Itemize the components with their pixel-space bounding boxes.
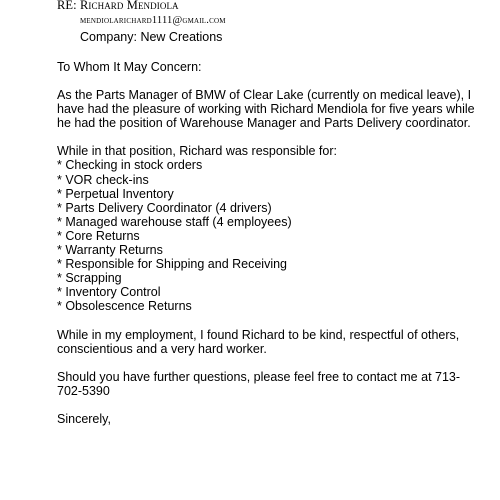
salutation: To Whom It May Concern: — [57, 60, 202, 74]
list-item: * Checking in stock orders — [57, 158, 203, 173]
list-item: * Scrapping — [57, 271, 122, 286]
paragraph-character: While in my employment, I found Richard to be kind, respectful of others, conscientious and a very hard worker. — [57, 327, 460, 356]
list-item: * Obsolescence Returns — [57, 299, 192, 314]
email-address: mendiolarichard1111@gmail.com — [80, 15, 226, 26]
list-item: * VOR check-ins — [57, 172, 149, 187]
list-item: * Core Returns — [57, 228, 140, 243]
letter-body — [57, 60, 477, 426]
paragraph-contact: Should you have further questions, please feel free to contact me at 713-702-5390 — [57, 369, 461, 398]
list-item: * Inventory Control — [57, 285, 161, 300]
list-item: * Responsible for Shipping and Receiving — [57, 257, 288, 272]
list-item: * Managed warehouse staff (4 employees) — [57, 214, 292, 229]
list-item: * Perpetual Inventory — [57, 186, 174, 201]
paragraph-intro: As the Parts Manager of BMW of Clear Lake (currently on medical leave), I have had the pleasure of working with Richard Mendiola for five years while he had the position of Warehouse Manager and Parts Delivery coordinator. — [57, 88, 475, 131]
responsibilities-list — [57, 158, 477, 313]
subject-line: RE: Richard Mendiola — [57, 0, 179, 12]
list-item: * Parts Delivery Coordinator (4 drivers) — [57, 200, 272, 215]
company-line: Company: New Creations — [80, 30, 223, 44]
responsibilities-heading: While in that position, Richard was responsible for: — [57, 144, 337, 159]
list-item: * Warranty Returns — [57, 243, 163, 258]
closing: Sincerely, — [57, 411, 111, 426]
